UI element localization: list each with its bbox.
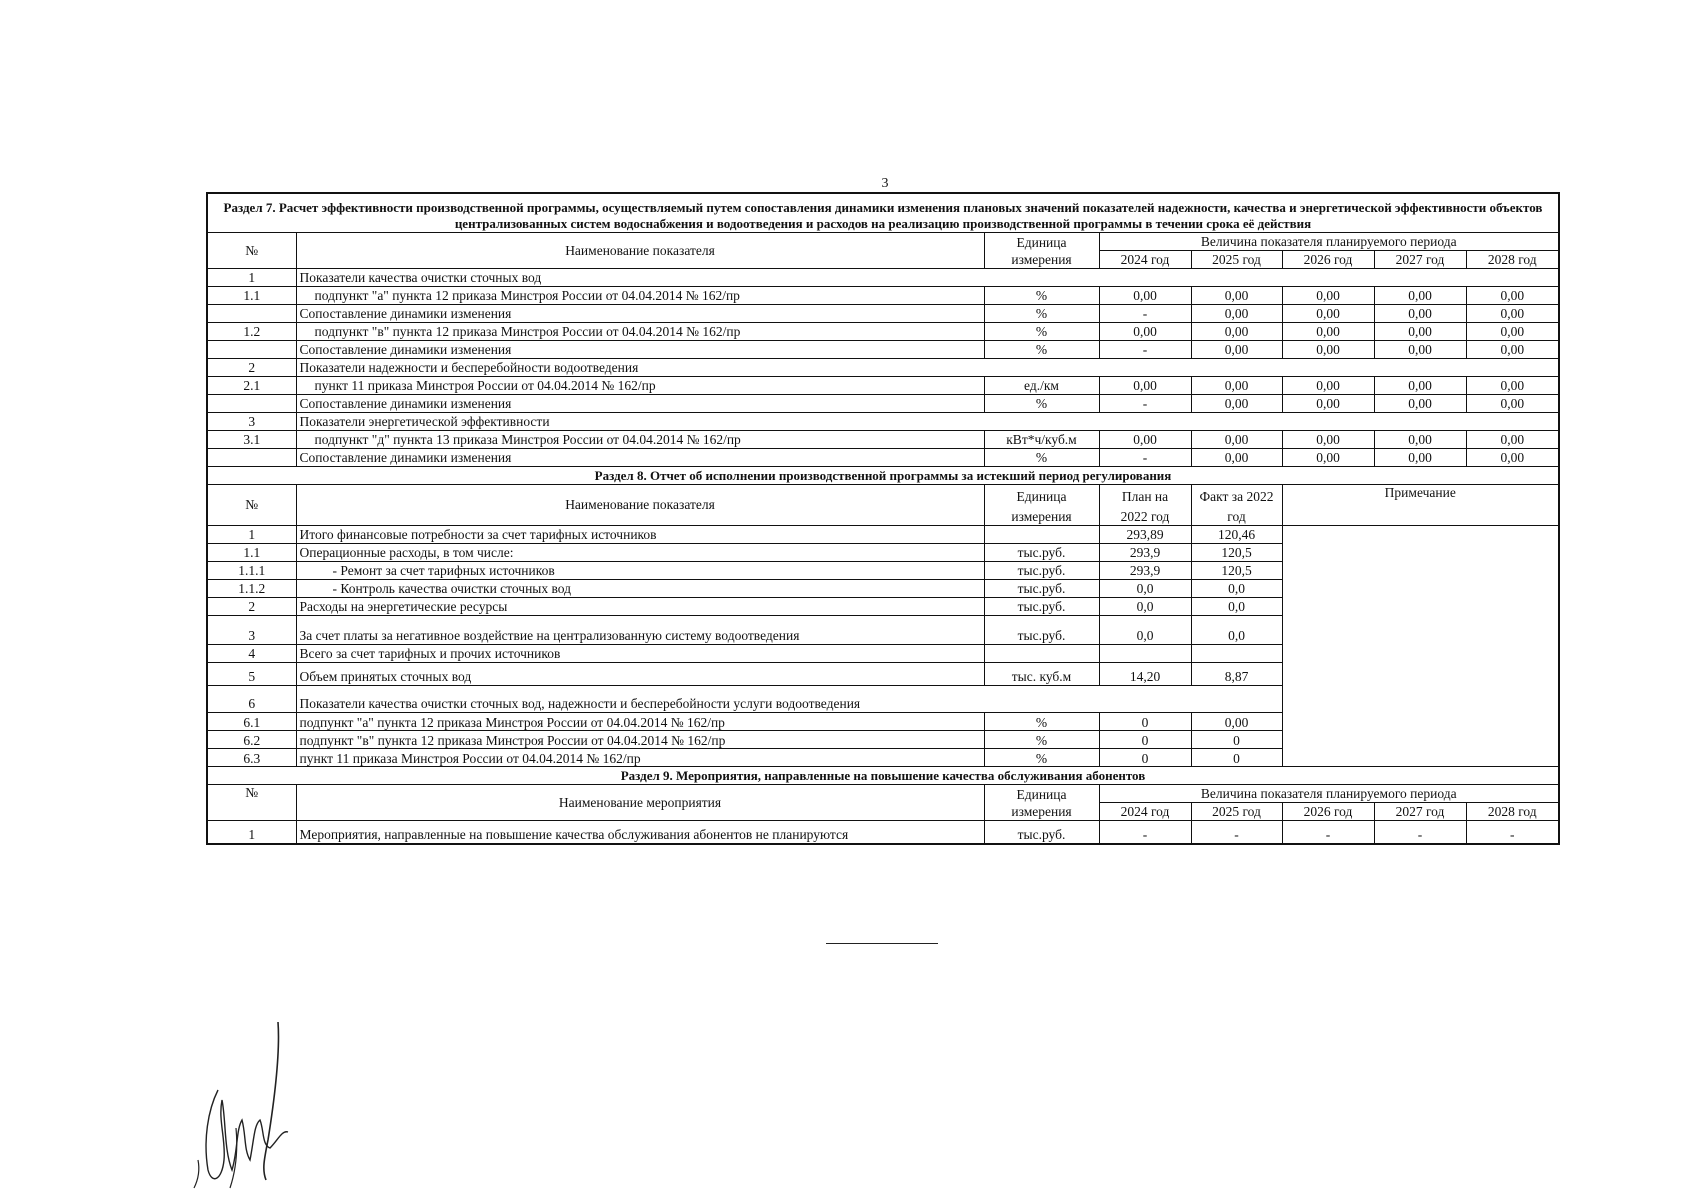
- section8-plan-header-line2: 2022 год: [1099, 505, 1191, 526]
- row-value: -: [1099, 305, 1191, 323]
- section8-title-row: [207, 467, 1559, 485]
- row-num: 4: [207, 645, 296, 663]
- row-name: подпункт "а" пункта 12 приказа Минстроя России от 04.04.2014 № 162/пр: [296, 287, 984, 305]
- table-row: [207, 341, 1559, 359]
- row-value: 0,00: [1374, 323, 1466, 341]
- row-name: пункт 11 приказа Минстроя России от 04.04.2014 № 162/пр: [296, 377, 984, 395]
- row-name: Операционные расходы, в том числе:: [296, 544, 984, 562]
- row-num: [207, 395, 296, 413]
- table-row: [207, 377, 1559, 395]
- section7-year-header: 2028 год: [1466, 251, 1559, 269]
- row-fact: 120,5: [1191, 562, 1282, 580]
- row-value: 0,00: [1374, 449, 1466, 467]
- row-name: За счет платы за негативное воздействие на централизованную систему водоотведения: [296, 616, 984, 645]
- row-num: 3.1: [207, 431, 296, 449]
- section8-fact-header-line2: год: [1191, 505, 1282, 526]
- row-num: 1.2: [207, 323, 296, 341]
- row-value: 0,00: [1466, 395, 1559, 413]
- row-plan: 0,0: [1099, 580, 1191, 598]
- row-unit: тыс.руб.: [984, 544, 1099, 562]
- row-value: 0,00: [1191, 323, 1282, 341]
- row-value: 0,00: [1374, 341, 1466, 359]
- row-name: Сопоставление динамики изменения: [296, 395, 984, 413]
- row-value: 0,00: [1191, 377, 1282, 395]
- section7-period-header: Величина показателя планируемого периода: [1099, 233, 1559, 251]
- row-num: 6.1: [207, 713, 296, 731]
- section8-unit-header-line2: измерения: [984, 505, 1099, 526]
- section7-title: Раздел 7. Расчет эффективности производственной программы, осуществляемый путем сопоставления динамики изменения плановых значений показателей надежности, качества и энергетической эффективности объектов централизованных систем водоснабжения и водоотведения и расходов на реализацию производственной программы в течении срока её действия: [207, 193, 1559, 233]
- row-num: 2.1: [207, 377, 296, 395]
- row-value: -: [1099, 449, 1191, 467]
- section9-year-header: 2024 год: [1099, 803, 1191, 821]
- section7-year-header: 2024 год: [1099, 251, 1191, 269]
- row-num: 3: [207, 413, 296, 431]
- row-name: подпункт "в" пункта 12 приказа Минстроя России от 04.04.2014 № 162/пр: [296, 731, 984, 749]
- row-unit: кВт*ч/куб.м: [984, 431, 1099, 449]
- row-unit: тыс.руб.: [984, 562, 1099, 580]
- row-unit: %: [984, 323, 1099, 341]
- row-value: 0,00: [1466, 431, 1559, 449]
- row-plan: 293,89: [1099, 526, 1191, 544]
- section9-title-row: [207, 767, 1559, 785]
- section8-note-header: Примечание: [1282, 485, 1559, 506]
- row-value: 0,00: [1282, 431, 1374, 449]
- row-num: 3: [207, 616, 296, 645]
- row-num: 1: [207, 821, 296, 845]
- row-num: 1: [207, 269, 296, 287]
- row-unit: %: [984, 287, 1099, 305]
- section8-unit-header: Единица: [984, 485, 1099, 506]
- row-name: подпункт "д" пункта 13 приказа Минстроя России от 04.04.2014 № 162/пр: [296, 431, 984, 449]
- row-value: 0,00: [1466, 287, 1559, 305]
- row-value: 0,00: [1466, 377, 1559, 395]
- row-value: 0,00: [1191, 449, 1282, 467]
- row-num: [207, 341, 296, 359]
- section7-header-row: [207, 233, 1559, 251]
- row-num: 2: [207, 598, 296, 616]
- row-name: Сопоставление динамики изменения: [296, 305, 984, 323]
- row-value: -: [1466, 821, 1559, 845]
- row-unit: тыс.руб.: [984, 580, 1099, 598]
- row-plan: 0,0: [1099, 616, 1191, 645]
- row-value: 0,00: [1282, 395, 1374, 413]
- row-name: Показатели энергетической эффективности: [296, 413, 1559, 431]
- row-plan: 293,9: [1099, 562, 1191, 580]
- row-value: -: [1191, 821, 1282, 845]
- row-num: 5: [207, 663, 296, 686]
- main-table: [206, 192, 1560, 845]
- row-unit: [984, 526, 1099, 544]
- section8-notes-cell: [1282, 526, 1559, 767]
- table-row: [207, 305, 1559, 323]
- row-unit: %: [984, 731, 1099, 749]
- table-row: [207, 413, 1559, 431]
- row-unit: %: [984, 395, 1099, 413]
- table-row: [207, 449, 1559, 467]
- section7-title-row: [207, 193, 1559, 233]
- row-name: Показатели качества очистки сточных вод: [296, 269, 1559, 287]
- row-value: 0,00: [1191, 287, 1282, 305]
- row-name: Расходы на энергетические ресурсы: [296, 598, 984, 616]
- section9-num-header: №: [207, 785, 296, 821]
- row-name: Показатели надежности и бесперебойности водоотведения: [296, 359, 1559, 377]
- section7-year-header: 2025 год: [1191, 251, 1282, 269]
- row-fact: 0,0: [1191, 616, 1282, 645]
- row-value: 0,00: [1466, 341, 1559, 359]
- row-unit: %: [984, 749, 1099, 767]
- row-value: 0,00: [1282, 323, 1374, 341]
- row-unit: ед./км: [984, 377, 1099, 395]
- table-row: [207, 395, 1559, 413]
- row-plan: 293,9: [1099, 544, 1191, 562]
- row-plan: [1099, 645, 1191, 663]
- row-value: 0,00: [1191, 305, 1282, 323]
- section9-unit-header-line2: измерения: [984, 803, 1099, 821]
- row-value: 0,00: [1374, 305, 1466, 323]
- row-plan: 0: [1099, 749, 1191, 767]
- row-unit: %: [984, 341, 1099, 359]
- row-value: 0,00: [1099, 287, 1191, 305]
- row-num: 6.3: [207, 749, 296, 767]
- section9-name-header: Наименование мероприятия: [296, 785, 984, 821]
- row-name: подпункт "в" пункта 12 приказа Минстроя России от 04.04.2014 № 162/пр: [296, 323, 984, 341]
- row-value: 0,00: [1374, 377, 1466, 395]
- row-fact: 0: [1191, 731, 1282, 749]
- row-fact: [1191, 645, 1282, 663]
- section7-num-header: №: [207, 233, 296, 269]
- table-row: [207, 821, 1559, 845]
- table-row: [207, 359, 1559, 377]
- row-num: 2: [207, 359, 296, 377]
- row-name: - Ремонт за счет тарифных источников: [296, 562, 984, 580]
- section8-header-row: [207, 485, 1559, 506]
- row-name: Всего за счет тарифных и прочих источников: [296, 645, 984, 663]
- row-unit: %: [984, 305, 1099, 323]
- row-plan: 0: [1099, 731, 1191, 749]
- section9-unit-header: Единица: [984, 785, 1099, 803]
- section8-title: Раздел 8. Отчет об исполнении производственной программы за истекший период регулирования: [207, 467, 1559, 485]
- section8-num-header: №: [207, 485, 296, 526]
- section7-unit-header: Единица: [984, 233, 1099, 251]
- row-plan: 14,20: [1099, 663, 1191, 686]
- row-num: 6.2: [207, 731, 296, 749]
- row-unit: [984, 645, 1099, 663]
- row-value: 0,00: [1466, 305, 1559, 323]
- section8-plan-header: План на: [1099, 485, 1191, 506]
- row-value: 0,00: [1191, 341, 1282, 359]
- section9-year-header: 2027 год: [1374, 803, 1466, 821]
- row-value: 0,00: [1374, 287, 1466, 305]
- row-num: 1.1: [207, 544, 296, 562]
- row-value: -: [1099, 341, 1191, 359]
- row-value: 0,00: [1282, 305, 1374, 323]
- row-value: -: [1099, 395, 1191, 413]
- closing-divider: [826, 943, 938, 944]
- handwritten-signature: [188, 1020, 308, 1190]
- table-row: [207, 431, 1559, 449]
- row-name: Показатели качества очистки сточных вод, надежности и бесперебойности услуги водоотведения: [296, 686, 1282, 713]
- row-value: 0,00: [1282, 377, 1374, 395]
- row-name: Объем принятых сточных вод: [296, 663, 984, 686]
- section8-note-header-blank: [1282, 505, 1559, 526]
- row-value: 0,00: [1466, 449, 1559, 467]
- row-name: пункт 11 приказа Минстроя России от 04.04.2014 № 162/пр: [296, 749, 984, 767]
- row-name: Итого финансовые потребности за счет тарифных источников: [296, 526, 984, 544]
- row-value: 0,00: [1374, 431, 1466, 449]
- row-value: 0,00: [1099, 431, 1191, 449]
- section7-name-header: Наименование показателя: [296, 233, 984, 269]
- row-name: подпункт "а" пункта 12 приказа Минстроя России от 04.04.2014 № 162/пр: [296, 713, 984, 731]
- row-value: 0,00: [1191, 395, 1282, 413]
- row-fact: 8,87: [1191, 663, 1282, 686]
- row-fact: 0: [1191, 749, 1282, 767]
- row-fact: 120,5: [1191, 544, 1282, 562]
- row-unit: %: [984, 713, 1099, 731]
- row-name: Сопоставление динамики изменения: [296, 449, 984, 467]
- row-fact: 120,46: [1191, 526, 1282, 544]
- row-unit: тыс. куб.м: [984, 663, 1099, 686]
- row-name: Мероприятия, направленные на повышение качества обслуживания абонентов не планируются: [296, 821, 984, 845]
- row-num: 1.1.2: [207, 580, 296, 598]
- section9-year-header: 2026 год: [1282, 803, 1374, 821]
- row-value: 0,00: [1191, 431, 1282, 449]
- table-row: [207, 287, 1559, 305]
- section9-period-header: Величина показателя планируемого периода: [1099, 785, 1559, 803]
- row-fact: 0,0: [1191, 598, 1282, 616]
- row-value: 0,00: [1374, 395, 1466, 413]
- row-value: -: [1099, 821, 1191, 845]
- row-value: 0,00: [1099, 323, 1191, 341]
- row-name: - Контроль качества очистки сточных вод: [296, 580, 984, 598]
- row-plan: 0: [1099, 713, 1191, 731]
- section9-year-header: 2025 год: [1191, 803, 1282, 821]
- row-num: 1.1.1: [207, 562, 296, 580]
- table-row: [207, 526, 1559, 544]
- row-unit: тыс.руб.: [984, 598, 1099, 616]
- row-value: 0,00: [1282, 287, 1374, 305]
- row-value: 0,00: [1282, 449, 1374, 467]
- section9-year-header: 2028 год: [1466, 803, 1559, 821]
- row-value: 0,00: [1282, 341, 1374, 359]
- row-num: 1: [207, 526, 296, 544]
- section8-name-header: Наименование показателя: [296, 485, 984, 526]
- section8-fact-header: Факт за 2022: [1191, 485, 1282, 506]
- row-unit: тыс.руб.: [984, 821, 1099, 845]
- row-fact: 0,0: [1191, 580, 1282, 598]
- row-fact: 0,00: [1191, 713, 1282, 731]
- section7-year-header: 2027 год: [1374, 251, 1466, 269]
- row-num: 6: [207, 686, 296, 713]
- row-value: -: [1374, 821, 1466, 845]
- section7-unit-header-line2: измерения: [984, 251, 1099, 269]
- row-value: 0,00: [1099, 377, 1191, 395]
- table-row: [207, 269, 1559, 287]
- row-value: 0,00: [1466, 323, 1559, 341]
- row-num: [207, 449, 296, 467]
- row-unit: %: [984, 449, 1099, 467]
- row-num: [207, 305, 296, 323]
- row-num: 1.1: [207, 287, 296, 305]
- page-number: 3: [881, 176, 889, 191]
- table-row: [207, 323, 1559, 341]
- section9-title: Раздел 9. Мероприятия, направленные на повышение качества обслуживания абонентов: [207, 767, 1559, 785]
- row-plan: 0,0: [1099, 598, 1191, 616]
- section7-year-header: 2026 год: [1282, 251, 1374, 269]
- section9-header-row: [207, 785, 1559, 803]
- row-unit: тыс.руб.: [984, 616, 1099, 645]
- row-name: Сопоставление динамики изменения: [296, 341, 984, 359]
- row-value: -: [1282, 821, 1374, 845]
